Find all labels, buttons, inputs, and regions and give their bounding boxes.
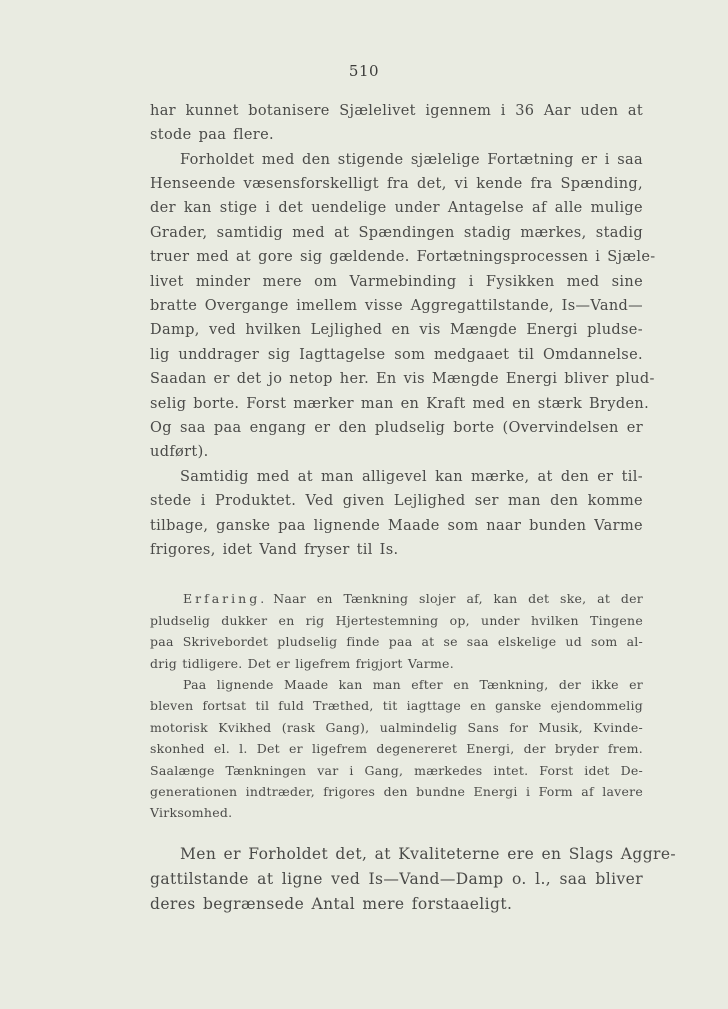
text-line: stode paa flere.: [150, 127, 274, 143]
text-line: livet minder mere om Varmebinding i Fysikken med sine: [150, 274, 643, 290]
text-line: Og saa paa engang er den pludselig borte (Overvindelsen er: [150, 420, 643, 436]
text-line: tilbage, ganske paa lignende Maade som naar bunden Varme: [150, 518, 643, 534]
text-line: bratte Overgange imellem visse Aggregattilstande, Is—Vand—: [150, 298, 643, 314]
text-line: Men er Forholdet det, at Kvaliteterne ere en Slags Aggre-: [180, 845, 677, 863]
text-line: Saalænge Tænkningen var i Gang, mærkedes intet. Forst idet De-: [150, 763, 643, 778]
text-line: Henseende væsensforskelligt fra det, vi kende fra Spænding,: [150, 176, 643, 192]
text-line: drig tidligere. Det er ligefrem frigjort Varme.: [150, 656, 454, 671]
text-line: deres begrænsede Antal mere forstaaeligt.: [150, 895, 513, 913]
text-line: selig borte. Forst mærker man en Kraft med en stærk Bryden.: [150, 396, 650, 412]
text-line: Samtidig med at man alligevel kan mærke, at den er til-: [180, 469, 643, 485]
text-line: paa Skrivebordet pludselig finde paa at se saa elskelige ud som al-: [150, 634, 643, 649]
text-line: gattilstande at ligne ved Is—Vand—Damp o. l., saa bliver: [150, 870, 643, 888]
text-line: udført).: [150, 444, 209, 460]
text-line: Saadan er det jo netop her. En vis Mængde Energi bliver plud-: [150, 371, 655, 387]
text-line: Paa lignende Maade kan man efter en Tænkning, der ikke er: [183, 677, 643, 692]
text-line: Virksomhed.: [150, 805, 233, 820]
text-line: har kunnet botanisere Sjælelivet igennem i 36 Aar uden at: [150, 103, 643, 119]
text-line: Forholdet med den stigende sjælelige Fortætning er i saa: [180, 152, 643, 168]
text-line: Grader, samtidig med at Spændingen stadig mærkes, stadig: [150, 225, 643, 241]
text-line: stede i Produktet. Ved given Lejlighed ser man den komme: [150, 493, 643, 509]
text-line: Damp, ved hvilken Lejlighed en vis Mængde Energi pludse-: [150, 322, 643, 338]
text-line: pludselig dukker en rig Hjertestemning op, under hvilken Tingene: [150, 613, 643, 628]
text-line: Naar en Tænkning slojer af, kan det ske, at der: [273, 591, 643, 606]
text-line: lig unddrager sig Iagttagelse som medgaaet til Omdannelse.: [150, 347, 643, 363]
text-line: der kan stige i det uendelige under Antagelse af alle mulige: [150, 200, 643, 216]
page-number: 510: [348, 62, 380, 80]
text-line: generationen indtræder, frigores den bundne Energi i Form af lavere: [150, 784, 643, 799]
text-line: skonhed el. l. Det er ligefrem degenereret Energi, der bryder frem.: [150, 741, 643, 756]
text-line: bleven fortsat til fuld Træthed, tit iagttage en ganske ejendommelig: [150, 698, 643, 713]
text-line: motorisk Kvikhed (rask Gang), ualmindelig Sans for Musik, Kvinde-: [150, 720, 643, 735]
text-line: truer med at gore sig gældende. Fortætningsprocessen i Sjæle-: [150, 249, 656, 265]
note-first-line: [183, 591, 643, 606]
note-label: Erfaring.: [183, 591, 268, 606]
text-line: frigores, idet Vand fryser til Is.: [150, 542, 399, 558]
